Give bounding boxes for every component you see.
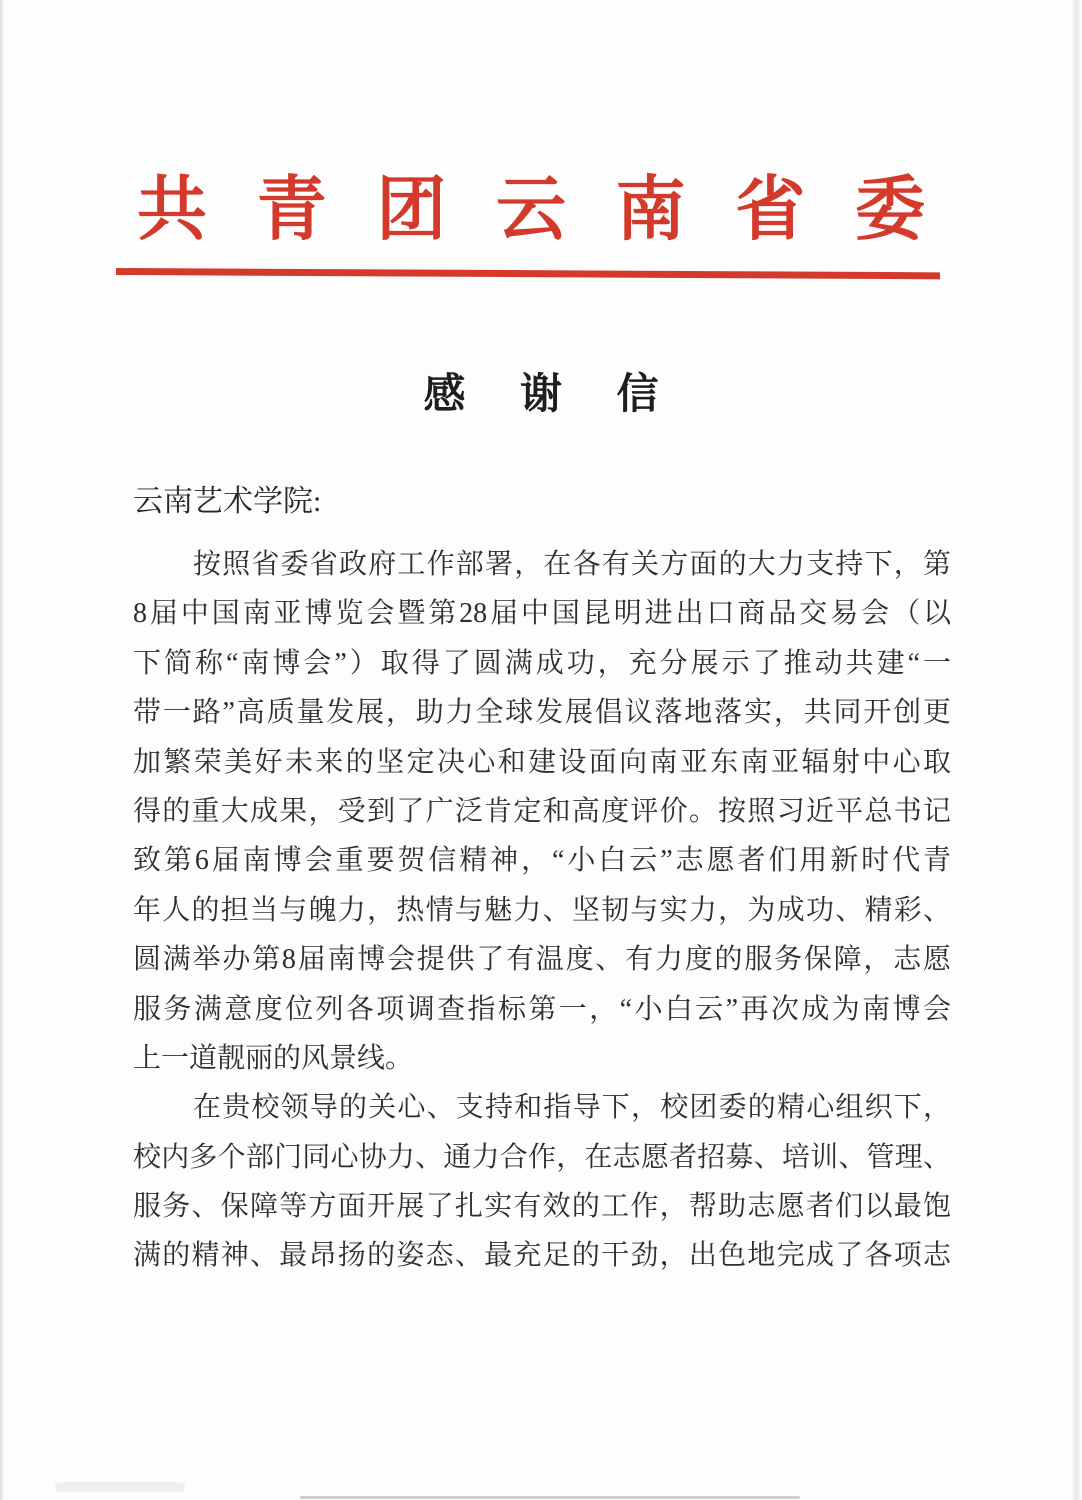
body-line: 圆满举办第8届南博会提供了有温度、有力度的服务保障，志愿 bbox=[133, 944, 951, 976]
body-line: 加繁荣美好未来的坚定决心和建设面向南亚东南亚辐射中心取 bbox=[133, 746, 951, 778]
scan-artifact-left-edge bbox=[0, 0, 4, 1500]
body-line: 上一道靓丽的风景线。 bbox=[133, 1042, 414, 1074]
body-line: 8届中国南亚博览会暨第28届中国昆明进出口商品交易会（以 bbox=[133, 598, 951, 630]
scan-artifact-right-edge bbox=[1072, 0, 1082, 1500]
letter-body bbox=[133, 540, 951, 1281]
letterhead-org-title: 共青团云南省委 bbox=[137, 172, 925, 249]
body-line: 校内多个部门同心协力、通力合作，在志愿者招募、培训、管理、 bbox=[133, 1141, 951, 1173]
letter-title: 感 谢 信 bbox=[423, 372, 681, 418]
scan-artifact-bottom-line bbox=[300, 1496, 800, 1499]
body-line: 服务满意度位列各项调查指标第一，“小白云”再次成为南博会 bbox=[133, 993, 951, 1025]
body-line: 满的精神、最昂扬的姿态、最充足的干劲，出色地完成了各项志 bbox=[133, 1240, 951, 1272]
body-line: 年人的担当与魄力，热情与魅力、坚韧与实力，为成功、精彩、 bbox=[133, 894, 951, 926]
body-line: 下简称“南博会”）取得了圆满成功，充分展示了推动共建“一 bbox=[133, 647, 951, 679]
body-line: 得的重大成果，受到了广泛肯定和高度评价。按照习近平总书记 bbox=[133, 795, 951, 827]
letter-salutation: 云南艺术学院: bbox=[133, 485, 322, 518]
scan-artifact-smudge bbox=[55, 1482, 185, 1492]
letterhead-divider-rule bbox=[116, 268, 940, 279]
body-line: 在贵校领导的关心、支持和指导下，校团委的精心组织下， bbox=[193, 1092, 951, 1124]
body-line: 服务、保障等方面开展了扎实有效的工作，帮助志愿者们以最饱 bbox=[133, 1191, 951, 1223]
body-line: 按照省委省政府工作部署，在各有关方面的大力支持下，第 bbox=[193, 549, 951, 580]
body-line: 带一路”高质量发展，助力全球发展倡议落地落实，共同开创更 bbox=[133, 697, 951, 729]
body-line: 致第6届南博会重要贺信精神，“小白云”志愿者们用新时代青 bbox=[133, 845, 951, 877]
